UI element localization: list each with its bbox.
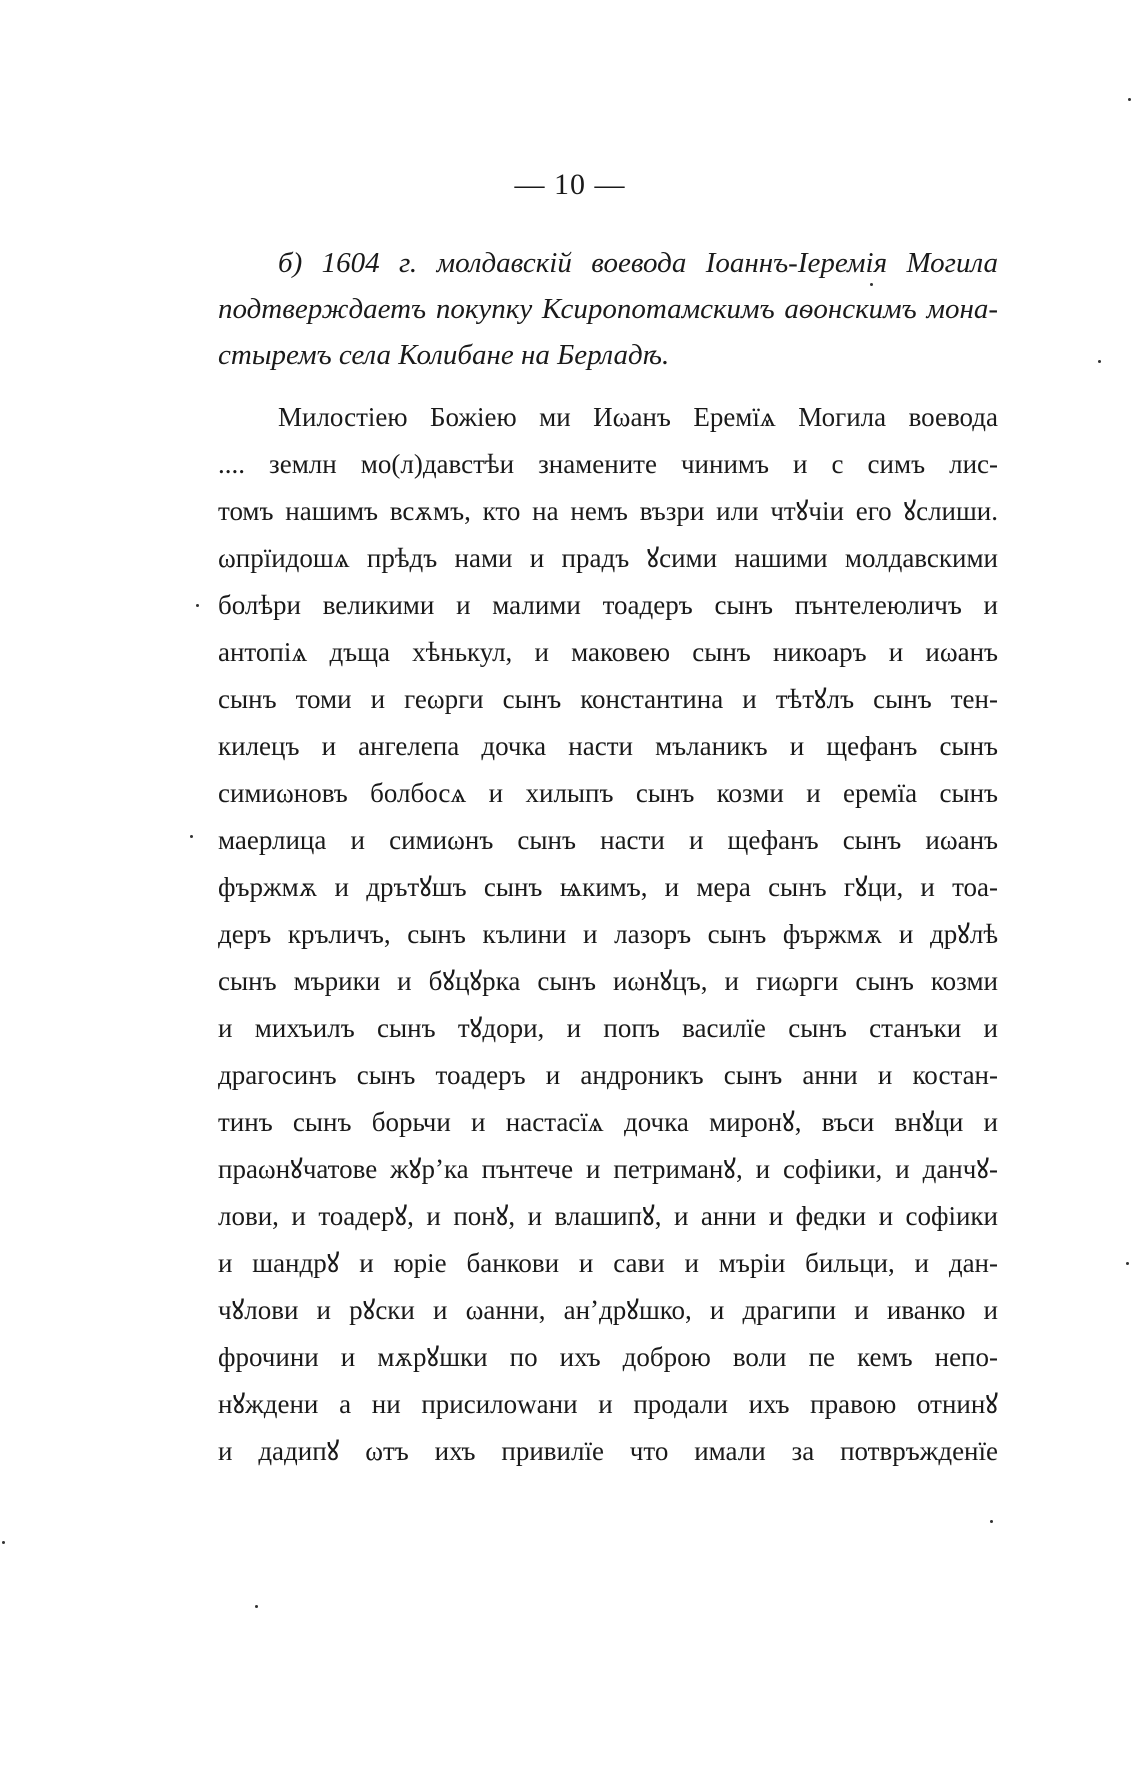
scan-speck bbox=[255, 1605, 258, 1608]
body-line: фържмѫ и дрътꙋшъ сынъ ѩкимъ, и мера сынъ гꙋци, и тоа- bbox=[218, 872, 998, 902]
scan-speck bbox=[2, 1541, 5, 1544]
body-line: сынъ мърики и бꙋцꙋрка сынъ иωнꙋцъ, и гиωрги сынъ козми bbox=[218, 966, 998, 996]
body-line: антопіѧ дъща хѣнькул, и маковею сынъ никоаръ и иωанъ bbox=[218, 637, 998, 667]
heading-line: стыремъ села Колибане на Берладѣ. bbox=[218, 339, 670, 371]
body-line: .... землн мо(л)давстѣи знамените чинимъ и с симъ лис- bbox=[218, 449, 998, 479]
body-line: томъ нашимъ всѫмъ, кто на немъ възри или чтꙋчіи его ꙋслиши. bbox=[218, 496, 998, 526]
body-line: чꙋлови и рꙋски и ωанни, анʼдрꙋшко, и драгипи и иванко и bbox=[218, 1295, 998, 1325]
body-line: и дадипꙋ ωтъ ихъ привилїе что имали за потвръжденїе bbox=[218, 1436, 998, 1466]
body-line: сынъ томи и геωрги сынъ константина и тѣтꙋлъ сынъ тен- bbox=[218, 684, 998, 714]
body-line: и шандрꙋ и юріе банкови и сави и мъріи бильци, и дан- bbox=[218, 1248, 998, 1278]
heading-line: б) 1604 г. молдавскій воевода Іоаннъ-Іеремія Могила bbox=[278, 247, 998, 279]
scan-speck bbox=[1098, 360, 1101, 363]
body-line: ωпрїидошѧ прѣдъ нами и прадъ ꙋсими нашими молдавскими bbox=[218, 543, 998, 573]
body-line: деръ кръличъ, сынъ кълини и лазоръ сынъ фържмѫ и дрꙋлѣ bbox=[218, 919, 998, 949]
body-line: и михъилъ сынъ тꙋдори, и попъ василїе сынъ станъки и bbox=[218, 1013, 998, 1043]
scan-speck bbox=[1128, 98, 1131, 101]
document-body bbox=[218, 394, 998, 1475]
body-line: болѣри великими и малими тоадеръ сынъ пънтелеюличъ и bbox=[218, 590, 998, 620]
scan-speck bbox=[870, 283, 873, 286]
scan-speck bbox=[196, 604, 199, 607]
body-line: симиωновъ болбосѧ и хилыпъ сынъ козми и еремїа сынъ bbox=[218, 778, 998, 808]
body-line: драгосинъ сынъ тоадеръ и андроникъ сынъ анни и костан- bbox=[218, 1060, 998, 1090]
body-line: маерлица и симиωнъ сынъ насти и щефанъ сынъ иωанъ bbox=[218, 825, 998, 855]
body-line: фрочини и мѫрꙋшки по ихъ доброю воли пе кемъ непо- bbox=[218, 1342, 998, 1372]
document-heading bbox=[218, 240, 998, 378]
page-number: — 10 — bbox=[514, 168, 626, 201]
body-line: тинъ сынъ борьчи и настасїѧ дочка миронꙋ, въси внꙋци и bbox=[218, 1107, 998, 1137]
scan-speck bbox=[1126, 1262, 1129, 1265]
scan-speck bbox=[990, 1520, 993, 1523]
body-line: килецъ и ангелепа дочка насти мъланикъ и щефанъ сынъ bbox=[218, 731, 998, 761]
body-line: праωнꙋчатове жꙋрʼка пънтече и петриманꙋ, и софіики, и данчꙋ- bbox=[218, 1154, 998, 1184]
heading-line: подтверждаетъ покупку Ксиропотамскимъ аѳонскимъ мона- bbox=[218, 293, 998, 325]
body-line: нꙋждени а ни присилowани и продали ихъ правою отнинꙋ bbox=[218, 1389, 998, 1419]
body-line: лови, и тоадерꙋ, и понꙋ, и влашипꙋ, и анни и федки и софіики bbox=[218, 1201, 998, 1231]
scan-speck bbox=[190, 835, 193, 838]
body-line: Милостіею Божіею ми Иωанъ Еремїѧ Могила воевода bbox=[278, 402, 998, 432]
